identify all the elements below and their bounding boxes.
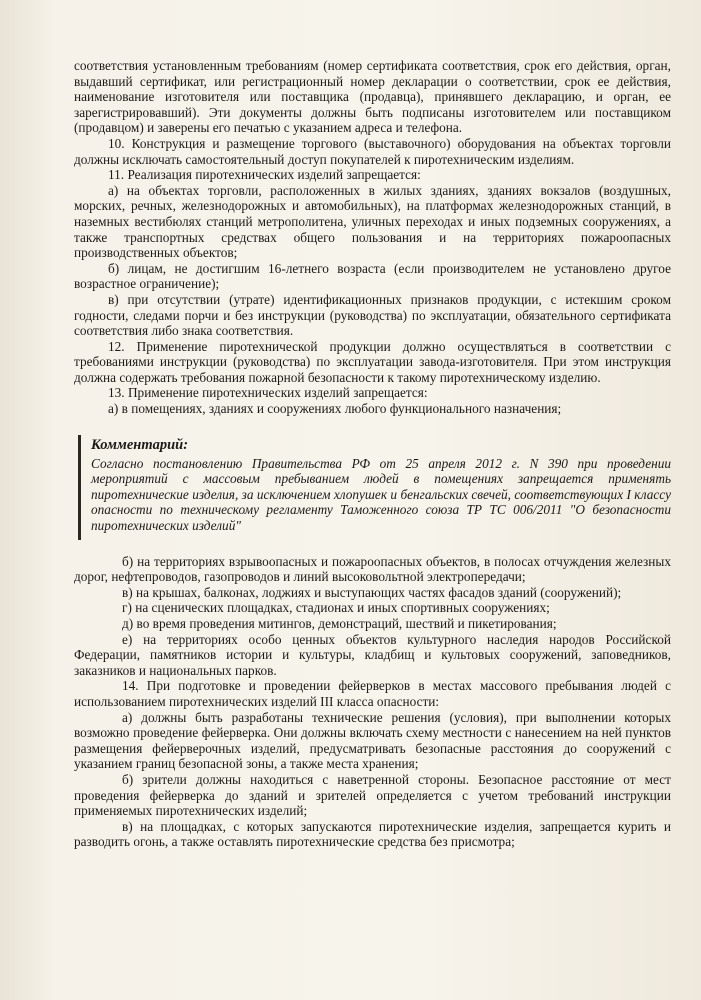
paragraph-item-14b: б) зрители должны находиться с наветренной стороны. Безопасное расстояние от мест проведения фейерверка до зданий и зрителей определяется с учетом требований инструкции применяемых пиротехнических изделий; — [74, 771, 671, 819]
paragraph-item-11a: а) на объектах торговли, расположенных в жилых зданиях, зданиях вокзалов (воздушных, морских, речных, железнодорожных и автомобильных), на платформах железнодорожных станций, в наземных вестибюлях станций метрополитена, уличных переходах и иных подземных сооружениях, а также транспортных средствах общего пользования и на территориях пожароопасных производственных объектов; — [74, 182, 671, 261]
paragraph-item-11b: б) лицам, не достигшим 16-летнего возраста (если производителем не установлено другое возрастное ограничение); — [74, 260, 671, 292]
paragraph-item-14v: в) на площадках, с которых запускаются пиротехнические изделия, запрещается курить и разводить огонь, а также оставлять пиротехнические средства без присмотра; — [74, 818, 671, 850]
paragraph-item-12: 12. Применение пиротехнической продукции должно осуществляться в соответствии с требованиями инструкции (руководства) по эксплуатации завода-изготовителя. При этом инструкция должна содержать требования пожарной безопасности к такому пиротехническому изделию. — [74, 338, 671, 385]
paragraph-item-13a: а) в помещениях, зданиях и сооружениях любого функционального назначения; — [108, 401, 562, 417]
paragraph-item-13: 13. Применение пиротехнических изделий запрещается: — [108, 385, 428, 401]
paragraph-item-13d: д) во время проведения митингов, демонстраций, шествий и пикетирования; — [122, 616, 557, 631]
paragraph-item-13e: е) на территориях особо ценных объектов культурного наследия народов Российской Федерации, памятников истории и культуры, кладбищ и культовых сооружений, заповедников, заказников и национальных парков. — [74, 631, 671, 678]
paragraph-item-14: 14. При подготовке и проведении фейерверков в местах массового пребывания людей с использованием пиротехнических изделий III класса опасности: — [74, 678, 671, 709]
paragraph-item-13v: в) на крышах, балконах, лоджиях и выступающих частях фасадов зданий (сооружений); — [122, 584, 622, 600]
paragraph-item-13b: б) на территориях взрывоопасных и пожароопасных объектов, в полосах отчуждения железных дорог, нефтепроводов, газопроводов и линий высоковольтной электропередачи; — [74, 553, 671, 585]
paragraph-item-10: 10. Конструкция и размещение торгового (выставочного) оборудования на объектах торговли должны исключать самостоятельный доступ покупателей к пиротехническим изделиям. — [74, 135, 671, 167]
paragraph-item-11v: в) при отсутствии (утрате) идентификационных признаков продукции, с истекшим сроком годности, следами порчи и без инструкции (руководства) по эксплуатации, обязательного сертификата соответствия либо знака соответствия. — [74, 291, 671, 339]
comment-title: Комментарий: — [91, 436, 189, 453]
comment-text: Согласно постановлению Правительства РФ от 25 апреля 2012 г. N 390 при проведении мероприятий с массовым пребыванием людей в помещениях запрещается применять пиротехнические изделия, за исключением хлопушек и бенгальских свечей, соответствующих I классу опасности по техническому регламенту Таможенного союза ТР ТС 006/2011 "О безопасности пиротехнических изделий" — [91, 455, 671, 534]
paragraph-item-11: 11. Реализация пиротехнических изделий запрещается: — [108, 167, 421, 183]
paragraph-item-14a: а) должны быть разработаны технические решения (условия), при выполнении которых возможно проведение фейерверка. Они должны включать схему местности с нанесением на ней пунктов размещения фейерверочных изделий, предусматривать безопасные расстояния до сооружений с указанием границ безопасной зоны, а также места хранения; — [74, 709, 671, 772]
paragraph-item-13g: г) на сценических площадках, стадионах и иных спортивных сооружениях; — [122, 600, 550, 616]
comment-box — [78, 435, 671, 540]
paragraph-certificate-continuation: соответствия установленным требованиям (номер сертификата соответствия, срок его действия, орган, выдавший сертификат, или регистрационный номер декларации о соответствии, срок ее действия, наименование изготовителя или поставщика (продавца), принявшего декларацию, и орган, ее зарегистрировавший). Эти документы должны быть подписаны изготовителем или поставщиком (продавцом) и заверены его печатью с указанием адреса и телефона. — [74, 58, 671, 136]
